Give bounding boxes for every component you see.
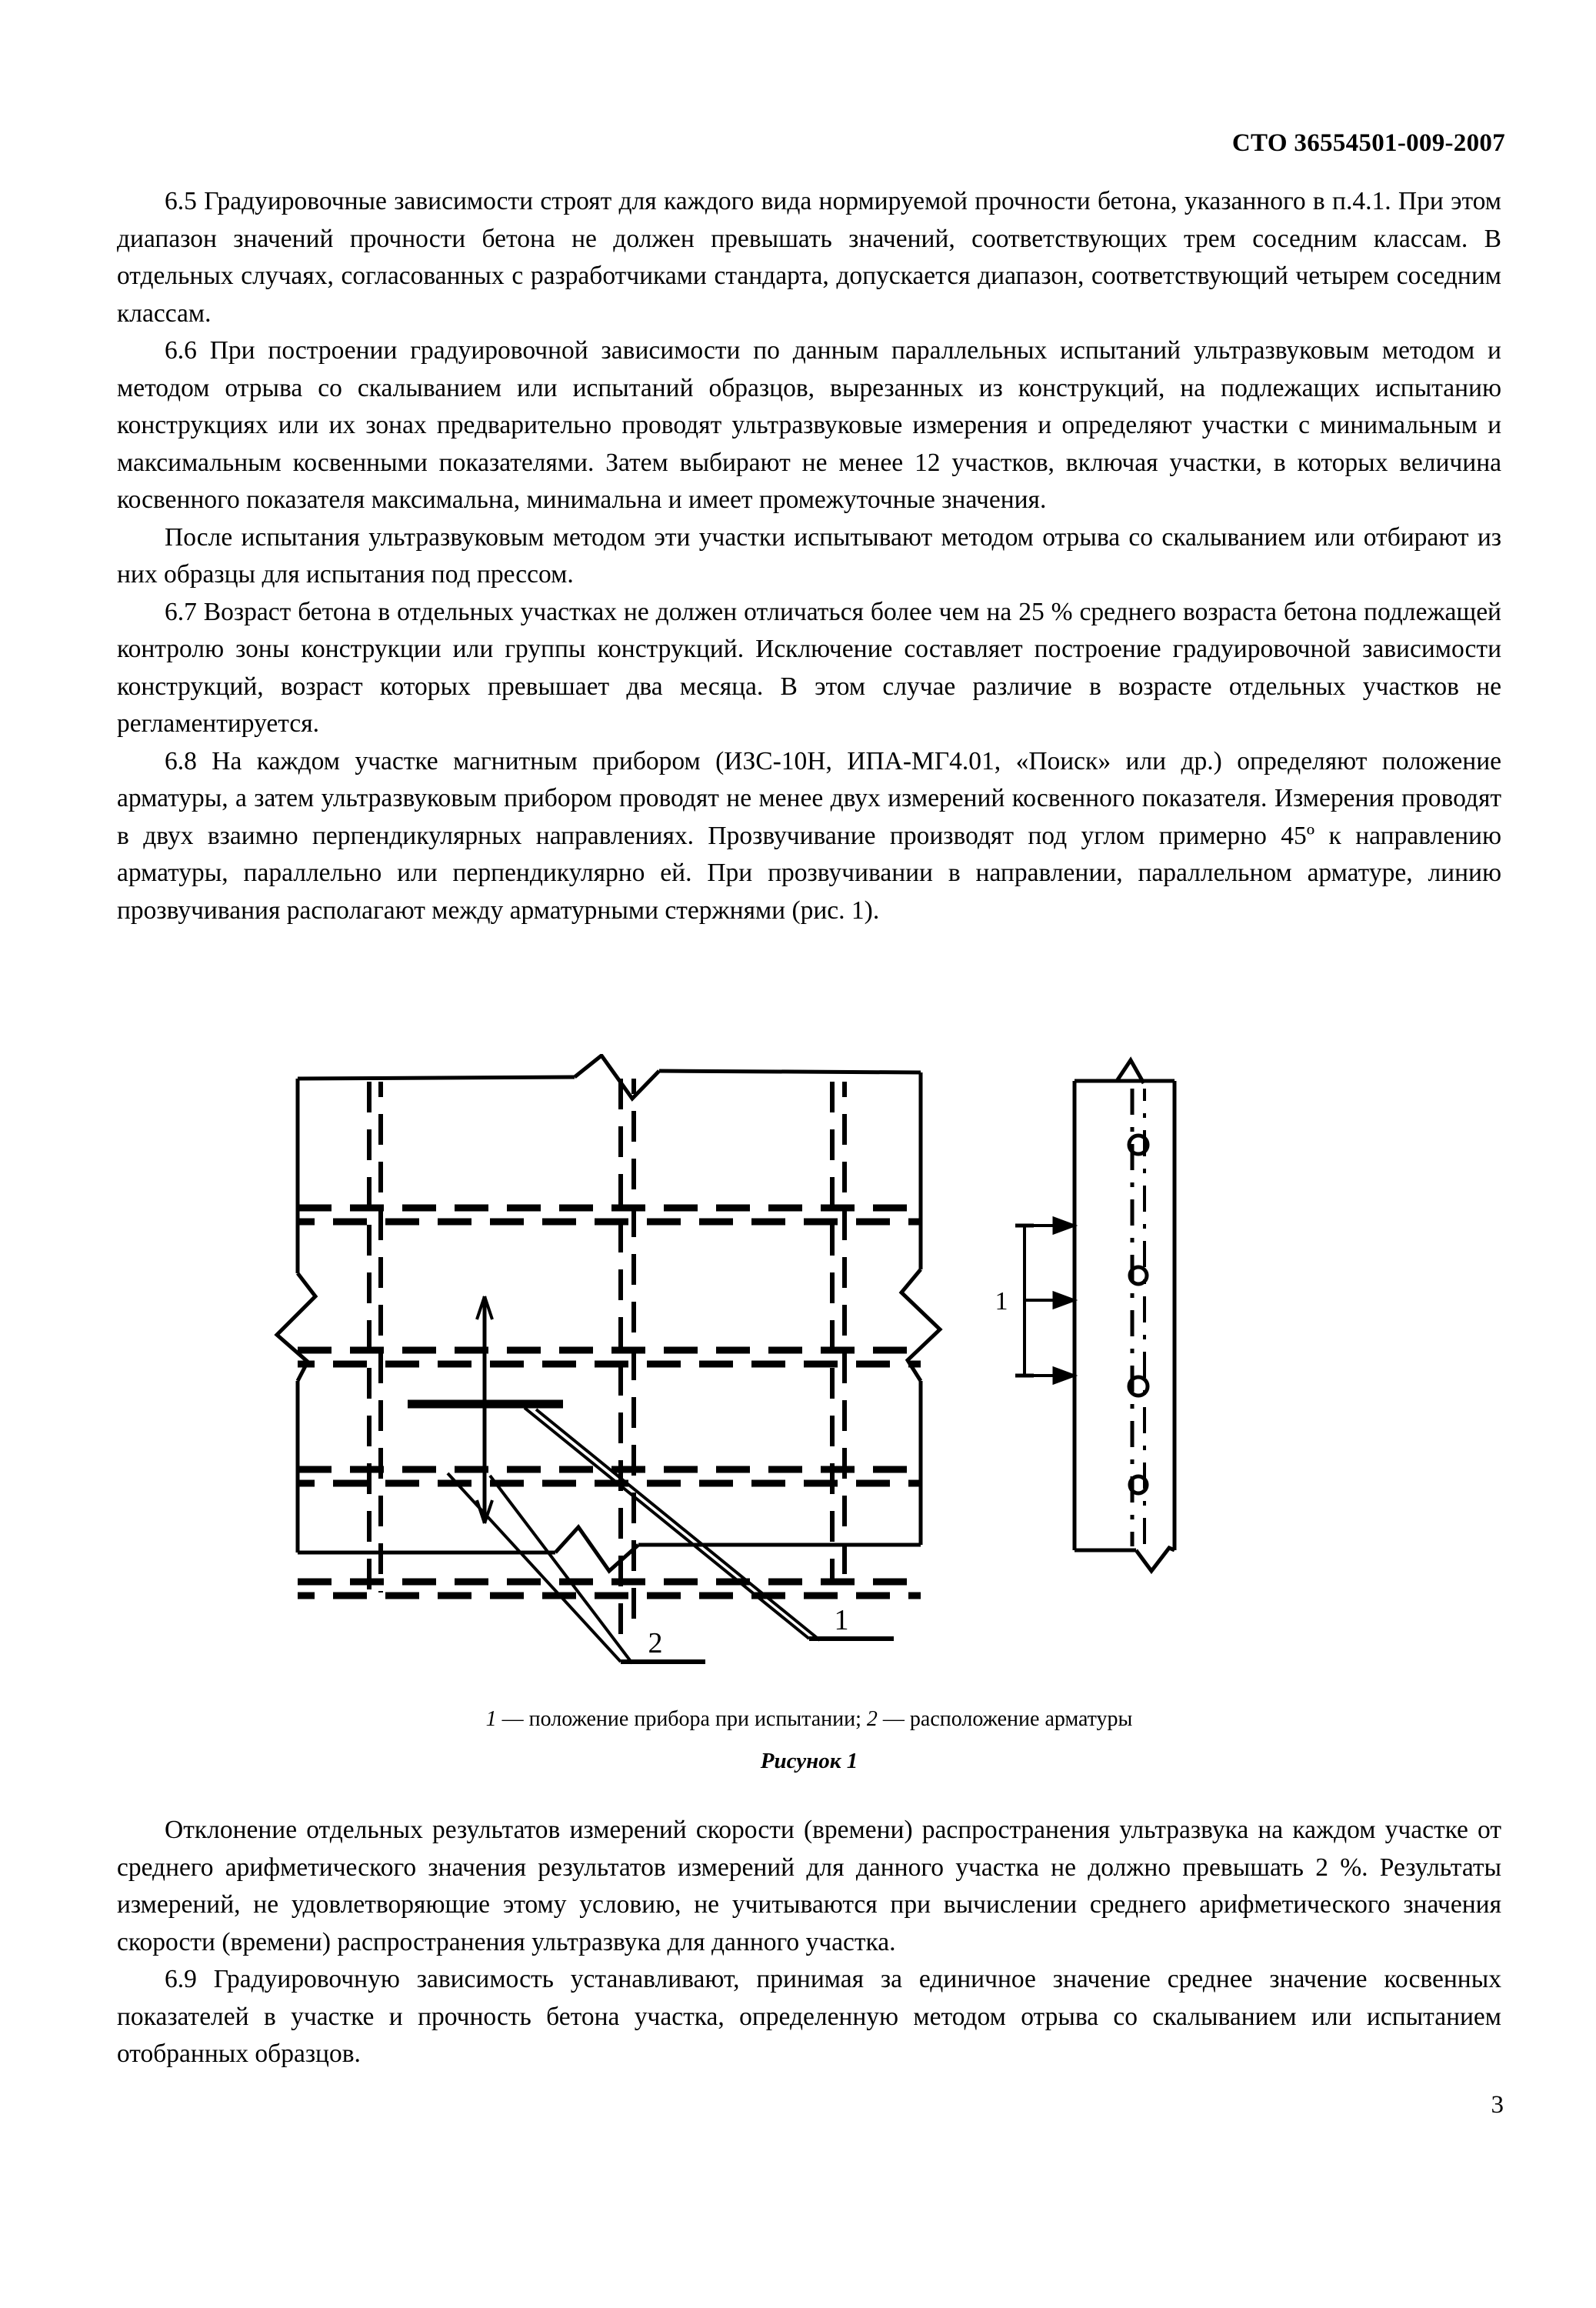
legend-text-1: — положение прибора при испытании;	[496, 1707, 867, 1731]
paragraph-after-6-6: После испытания ультразвуковым методом эти участки испытывают методом отрыва со скалыванием или отбирают из них образцы для испытания под прессом.	[117, 522, 1501, 589]
figure-callout-1: 1	[834, 1604, 849, 1636]
paragraph-6-9: 6.9 Градуировочную зависимость устанавливают, принимая за единичное значение среднее значение косвенных показателей в участке и прочность бетона участка, определенную методом отрыва со скалыванием или испытанием отобранных образцов.	[117, 1965, 1501, 2068]
upper-text-block	[117, 183, 1501, 929]
page-header: СТО 36554501-009-2007	[1231, 129, 1505, 157]
figure-1-drawing	[117, 1054, 1501, 1669]
paragraph-6-7: 6.7 Возраст бетона в отдельных участках не должен отличаться более чем на 25 % среднего возраста бетона подлежащей контролю зоны конструкции или группы конструкций. Исключение составляет построение градуировочной зависимости конструкций, возраст которых превышает два месяца. В этом случае различие в возрасте отдельных участков не регламентируется.	[117, 597, 1501, 738]
legend-text-2: — расположение арматуры	[877, 1707, 1133, 1731]
page-number: 3	[1491, 2091, 1504, 2119]
legend-number-2: 2	[866, 1707, 878, 1731]
paragraph-6-6: 6.6 При построении градуировочной зависимости по данным параллельных испытаний ультразвуковым методом и методом отрыва со скалыванием или испытаний образцов, вырезанных из конструкций, на подлежащих испытанию конструкциях или их зонах предварительно проводят ультразвуковые измерения и определяют участки с минимальным и максимальным косвенными показателями. Затем выбирают не менее 12 участков, включая участки, в которых величина косвенного показателя максимальна, минимальна и имеет промежуточные значения.	[117, 336, 1501, 514]
figure-dimension-label: 1	[995, 1287, 1008, 1316]
paragraph-6-8: 6.8 На каждом участке магнитным прибором (ИЗС-10Н, ИПА-МГ4.01, «Поиск» или др.) определяют положение арматуры, а затем ультразвуковым прибором проводят не менее двух измерений косвенного показателя. Измерения проводят в двух взаимно перпендикулярных направлениях. Прозвучивание производят под углом примерно 45º к направлению арматуры, параллельно или перпендикулярно ей. При прозвучивании в направлении, параллельном арматуре, линию прозвучивания располагают между арматурными стержнями (рис. 1).	[117, 746, 1501, 925]
paragraph-6-5: 6.5 Градуировочные зависимости строят для каждого вида нормируемой прочности бетона, указанного в п.4.1. При этом диапазон значений прочности бетона не должен превышать значений, соответствующих трем соседним классам. В отдельных случаях, согласованных с разработчиками стандарта, допускается диапазон, соответствующий четырем соседним классам.	[117, 187, 1501, 328]
lower-text-block	[117, 1812, 1501, 2073]
figure-legend	[117, 1704, 1501, 1735]
paragraph-deviation: Отклонение отдельных результатов измерений скорости (времени) распространения ультразвука на каждом участке от среднего арифметического значения результатов измерений для данного участка не должно превышать 2 %. Результаты измерений, не удовлетворяющие этому условию, не учитываются при вычислении среднего арифметического значения скорости (времени) распространения ультразвука для данного участка.	[117, 1816, 1501, 1956]
figure-title: Рисунок 1	[760, 1749, 858, 1773]
legend-number-1: 1	[485, 1707, 497, 1731]
figure-svg	[271, 1054, 1348, 1669]
figure-callout-2: 2	[648, 1627, 663, 1659]
